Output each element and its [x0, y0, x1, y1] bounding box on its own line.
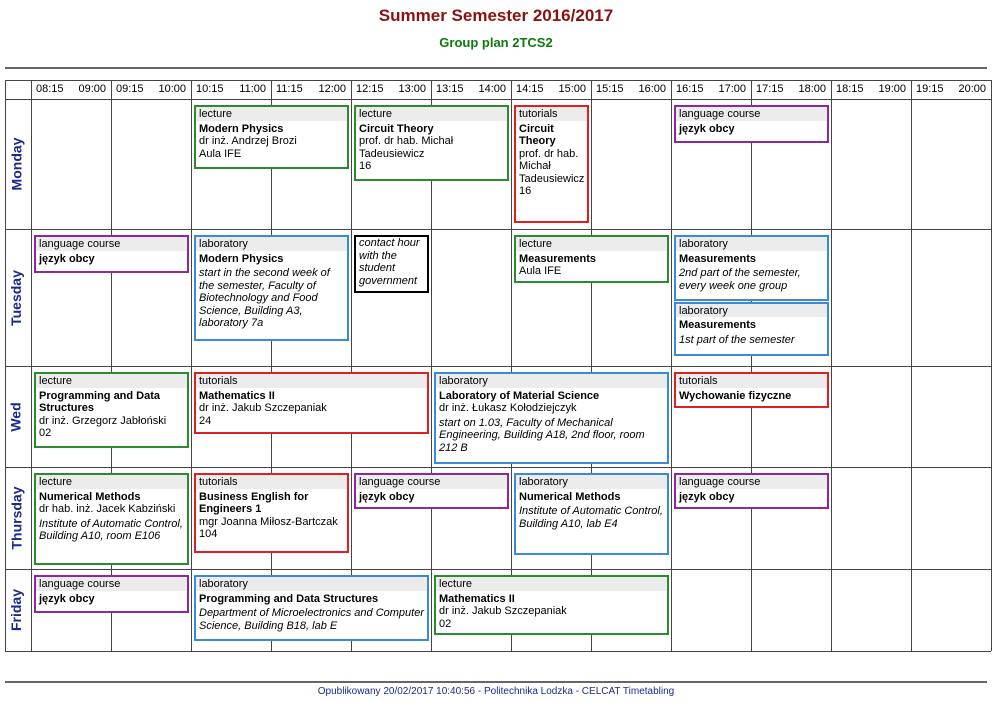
event-room: 104 [199, 528, 218, 540]
event-type: laboratory [436, 374, 667, 388]
timetable-event[interactable] [34, 575, 189, 613]
page-subtitle: Group plan 2TCS2 [439, 35, 553, 50]
time-start: 18:15 [836, 83, 864, 95]
event-note: 1st part of the semester [679, 333, 795, 346]
page-title: Summer Semester 2016/2017 [378, 6, 614, 25]
timetable-event[interactable] [354, 473, 509, 509]
time-start: 10:15 [196, 83, 224, 95]
event-type: lecture [516, 237, 667, 251]
time-header [351, 83, 429, 97]
event-teacher: dr inż. Łukasz Kołodziejczyk [439, 402, 577, 414]
time-end: 10:00 [158, 83, 186, 95]
event-teacher: prof. dr hab. Michał Tadeusiewicz [359, 135, 454, 160]
timetable-event[interactable] [194, 473, 349, 553]
day-label-friday [2, 569, 30, 651]
timetable-event[interactable] [34, 473, 189, 565]
event-teacher: dr inż. Grzegorz Jabłoński [39, 414, 167, 427]
time-header [911, 83, 989, 97]
event-room: 16 [359, 160, 372, 172]
day-label-text: Friday [8, 588, 25, 632]
time-header [511, 83, 589, 97]
time-end: 20:00 [958, 83, 986, 95]
event-type: tutorials [676, 374, 827, 388]
event-room: 24 [199, 414, 212, 427]
event-note: start in the second week of the semester, Faculty of Biotechnology and Food Science, Building A3, laboratory 7a [199, 267, 330, 329]
timetable-event[interactable] [194, 372, 429, 434]
event-note: Department of Microelectronics and Computer Science, Building B18, lab E [199, 607, 424, 632]
day-label-text: Wed [8, 401, 24, 432]
day-label-monday [2, 99, 30, 229]
event-type: tutorials [516, 107, 587, 121]
day-label-text: Thursday [8, 486, 25, 550]
time-header [431, 83, 509, 97]
event-subject: Mathematics II [199, 389, 275, 402]
event-type: tutorials [196, 374, 427, 388]
time-start: 13:15 [436, 83, 464, 95]
time-start: 15:15 [596, 83, 624, 95]
grid-hline [5, 651, 991, 652]
event-type: lecture [436, 577, 667, 591]
day-label-tuesday [2, 229, 30, 366]
event-subject: Circuit Theory [519, 122, 556, 147]
time-header [31, 83, 109, 97]
event-subject: Circuit Theory [359, 122, 434, 135]
timetable-event[interactable] [34, 235, 189, 273]
time-header [671, 83, 749, 97]
event-subject: Measurements [679, 252, 757, 265]
time-end: 11:00 [239, 83, 266, 95]
event-type: language course [676, 107, 827, 121]
time-end: 16:00 [638, 83, 666, 95]
event-note: Institute of Automatic Control, Building A10, lab E4 [519, 505, 663, 530]
timetable-event[interactable] [674, 372, 829, 408]
event-subject: Numerical Methods [519, 490, 621, 503]
time-end: 14:00 [478, 83, 506, 95]
event-room: 02 [39, 427, 52, 439]
event-subject: język obcy [39, 592, 95, 605]
event-note: start on 1.03, Faculty of Mechanical Engineering, Building A18, 2nd floor, room 212 B [439, 416, 645, 454]
day-label-text: Monday [8, 137, 25, 191]
event-teacher: dr hab. inż. Jacek Kabziński [39, 503, 176, 515]
event-teacher: prof. dr hab. Michał Tadeusiewicz [519, 147, 585, 185]
time-end: 09:00 [78, 83, 106, 95]
event-type: laboratory [196, 577, 427, 591]
event-subject: język obcy [679, 490, 735, 503]
time-start: 11:15 [276, 83, 303, 95]
event-subject: Modern Physics [199, 252, 284, 265]
time-start: 14:15 [516, 83, 544, 95]
timetable-event[interactable] [354, 105, 509, 181]
event-subject: Modern Physics [199, 122, 284, 135]
time-end: 15:00 [558, 83, 586, 95]
time-start: 16:15 [676, 83, 704, 95]
time-start: 08:15 [36, 83, 64, 95]
timetable-event[interactable] [514, 235, 669, 283]
grid-hline [5, 80, 991, 81]
time-start: 09:15 [116, 83, 144, 95]
bottom-rule [5, 681, 987, 683]
event-room: 16 [519, 185, 532, 197]
timetable-event[interactable] [674, 105, 829, 143]
event-teacher: dr inż. Jakub Szczepaniak [439, 605, 567, 617]
grid-hline [5, 229, 991, 230]
timetable-event[interactable] [674, 235, 829, 301]
timetable-event[interactable] [434, 372, 669, 464]
timetable-event[interactable] [674, 302, 829, 356]
event-note: Institute of Automatic Control, Building A10, room E106 [39, 517, 183, 542]
event-subject: Laboratory of Material Science [439, 389, 600, 402]
time-start: 12:15 [356, 83, 384, 95]
time-end: 19:00 [878, 83, 906, 95]
time-header [751, 83, 829, 97]
event-type: language course [356, 475, 507, 489]
timetable-event[interactable] [194, 235, 349, 341]
day-label-text: Tuesday [8, 269, 25, 326]
time-start: 19:15 [916, 83, 944, 95]
event-type: laboratory [196, 237, 347, 251]
event-subject: Mathematics II [439, 592, 515, 605]
event-teacher: Aula IFE [519, 265, 562, 277]
timetable-event[interactable] [434, 575, 669, 635]
event-subject: język obcy [39, 252, 95, 265]
timetable-event[interactable] [514, 105, 589, 223]
event-type: lecture [36, 374, 187, 388]
event-type: tutorials [196, 475, 347, 489]
event-subject: Measurements [519, 252, 597, 265]
event-note: 2nd part of the semester, every week one group [679, 267, 801, 292]
event-subject: Numerical Methods [39, 490, 141, 503]
time-end: 12:00 [318, 83, 346, 95]
grid-hline [5, 366, 991, 367]
day-label-thursday [2, 467, 30, 569]
grid-hline [5, 99, 991, 100]
footer-text: Opublikowany 20/02/2017 10:40:56 - Politechnika Lodzka - CELCAT Timetabling [317, 686, 675, 697]
timetable-event[interactable] [34, 372, 189, 448]
time-end: 13:00 [398, 83, 426, 95]
event-subject: Measurements [679, 319, 757, 331]
event-description: contact hour with the student government [359, 237, 420, 287]
event-type: laboratory [516, 475, 667, 489]
timetable-event[interactable] [194, 575, 429, 641]
event-subject: Programming and Data Structures [39, 389, 161, 414]
event-subject: Programming and Data Structures [199, 592, 379, 605]
event-type: lecture [196, 107, 347, 121]
time-header [191, 83, 269, 97]
timetable-event[interactable] [354, 235, 429, 293]
event-teacher: mgr Joanna Miłosz-Bartczak [199, 515, 338, 528]
event-subject: Business English for Engineers 1 [199, 490, 309, 515]
time-header [591, 83, 669, 97]
event-type: laboratory [676, 304, 827, 318]
time-header [271, 83, 349, 97]
event-type: language course [36, 237, 187, 251]
event-subject: język obcy [679, 122, 735, 135]
event-teacher: dr inż. Jakub Szczepaniak [199, 402, 327, 414]
timetable-event[interactable] [514, 473, 669, 555]
event-room: Aula IFE [199, 147, 242, 160]
event-room: 02 [439, 617, 452, 630]
day-label-wed [2, 366, 30, 467]
event-type: language course [676, 475, 827, 489]
event-type: laboratory [676, 237, 827, 251]
time-start: 17:15 [756, 83, 784, 95]
event-type: lecture [356, 107, 507, 121]
grid-hline [5, 467, 991, 468]
event-type: language course [36, 577, 187, 591]
event-subject: Wychowanie fizyczne [679, 389, 792, 402]
timetable-event[interactable] [194, 105, 349, 169]
time-header [831, 83, 909, 97]
event-teacher: dr inż. Andrzej Brozi [199, 135, 297, 147]
time-end: 18:00 [798, 83, 826, 95]
time-end: 17:00 [718, 83, 746, 95]
event-type: lecture [36, 475, 187, 489]
grid-hline [5, 569, 991, 570]
timetable-event[interactable] [674, 473, 829, 509]
event-subject: język obcy [359, 490, 415, 503]
time-header [111, 83, 189, 97]
